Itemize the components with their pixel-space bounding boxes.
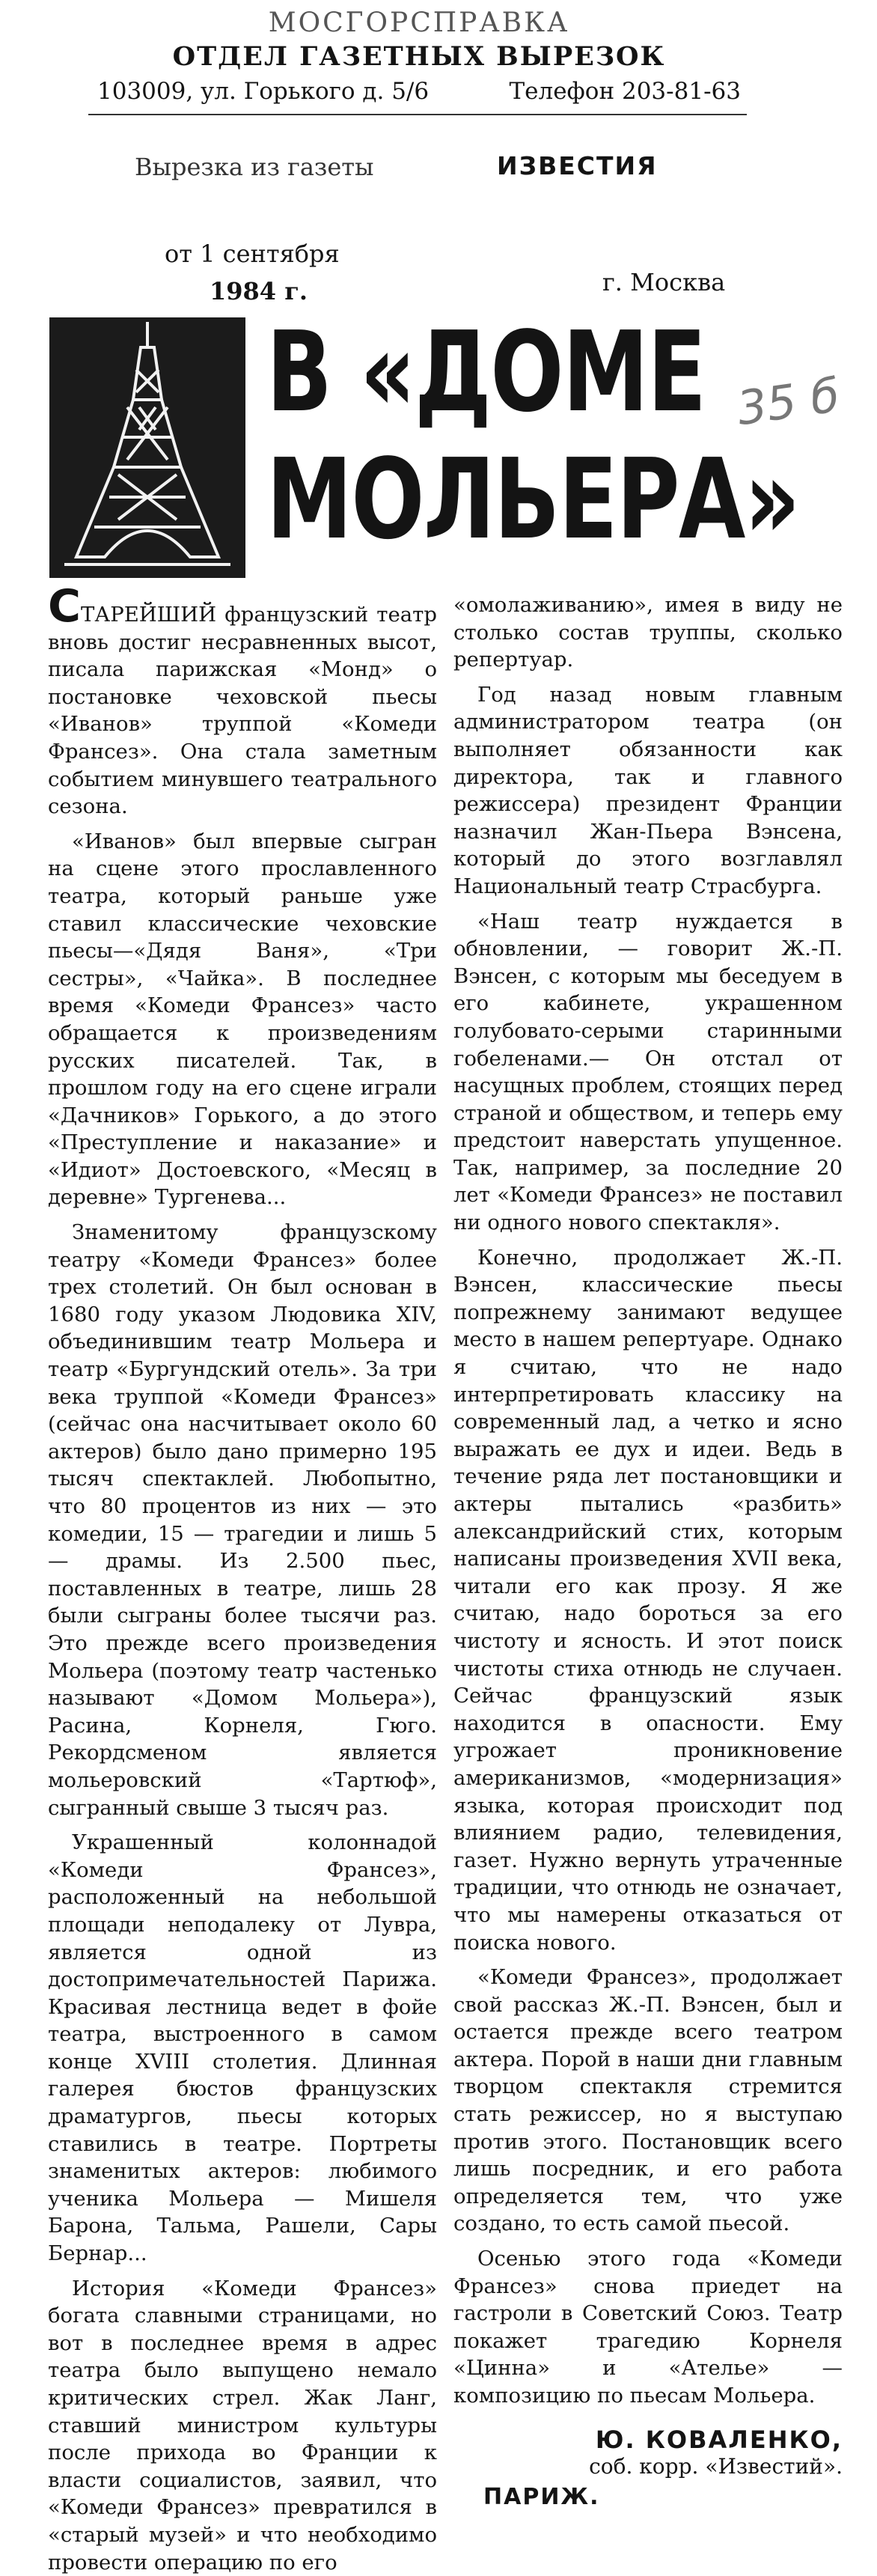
stamp-divider bbox=[88, 114, 747, 115]
drop-cap: С bbox=[48, 580, 82, 633]
paragraph: Год назад новым главным администратором театра (он выполняет обязанности как директора, так и главного режиссера) президент Франции назначил Жан-Пьера Вэнсена, который до этого возглавлял Национальный театр Страсбурга. bbox=[453, 682, 843, 898]
agency-name: МОСГОРСПРАВКА bbox=[268, 7, 570, 38]
paragraph: «омолаживанию», имея в виду не столько состав труппы, сколько репертуар. bbox=[453, 593, 843, 672]
author-role: соб. корр. «Известий». bbox=[589, 2454, 843, 2479]
agency-contacts bbox=[90, 78, 748, 105]
headline-line-1: В «ДОМЕ bbox=[266, 308, 706, 436]
clipping-date bbox=[165, 235, 340, 310]
clipping-label: Вырезка из газеты bbox=[135, 153, 374, 181]
headline-line-2: МОЛЬЕРА» bbox=[266, 435, 799, 564]
agency-address: 103009, ул. Горького д. 5/6 bbox=[97, 78, 430, 105]
agency-department: ОТДЕЛ ГАЗЕТНЫХ ВЫРЕЗОК bbox=[172, 41, 666, 72]
paragraph: «Комеди Франсез», продолжает свой рассказ Ж.-П. Вэнсен, был и остается прежде всего театром актера. Порой в наши дни главным творцом спектакля стремится стать режиссер, но я выступаю против этого. Постановщик всего лишь посредник, и его работа определяется тем, что уже создано, то есть самой пьесой. bbox=[453, 1965, 843, 2236]
agency-phone: Телефон 203-81-63 bbox=[509, 78, 741, 105]
paragraph: Украшенный колоннадой «Комеди Франсез», расположенный на небольшой площади неподалеку от Лувра, является одной из достопримечательностей Парижа. Красивая лестница ведет в фойе театра, выстроенного в самом конце XVIII столетия. Длинная галерея бюстов французских драматургов, пьесы которых ставились в театре. Портреты знаменитых актеров: любимого ученика Мольера — Мишеля Барона, Тальма, Рашели, Сары Бернар... bbox=[48, 1830, 437, 2266]
eiffel-tower-icon bbox=[49, 317, 245, 578]
paragraph-text: ТАРЕЙШИЙ французский театр вновь достиг несравненных высот, писала парижская «Монд» о постановке чеховской пьесы «Иванов» труппой «Комеди Франсез». Она стала заметным событием минувшего театрального сезона. bbox=[48, 603, 437, 819]
paragraph: Знаменитому французскому театру «Комеди Франсез» более трех столетий. Он был основан в 1680 году указом Людовика XIV, объединившим театр Мольера и театр «Бургундский отель». За три века труппой «Комеди Франсез» (сейчас она насчитывает около 60 актеров) было дано примерно 195 тысяч спектаклей. Любопытно, что 80 процентов из них — это комедии, 15 — трагедии и лишь 5 — драмы. Из 2.500 пьес, поставленных в театре, лишь 28 были сыграны более тысячи раз. Это прежде всего произведения Мольера (поэтому театр частенько называют «Домом Мольера»), Расина, Корнеля, Гюго. Рекордсменом является мольеровский «Тартюф», сыгранный свыше 3 тысяч раз. bbox=[48, 1220, 437, 1820]
paragraph: «Наш театр нуждается в обновлении, — говорит Ж.-П. Вэнсен, с которым мы беседуем в его кабинете, украшенном голубовато-серыми старинными гобеленами.— Он отстал от насущных проблем, стоящих перед страной и обществом, и теперь ему предстоит наверстать упущенное. Так, например, за последние 20 лет «Комеди Франсез» не поставил ни одного нового спектакля». bbox=[453, 909, 843, 1235]
paragraph: Конечно, продолжает Ж.-П. Вэнсен, классические пьесы попрежнему занимают ведущее место в нашем репертуаре. Однако я считаю, что не надо интерпретировать классику на современный лад, а четко и ясно выражать ее дух и идеи. Ведь в течение ряда лет постановщики и актеры пытались «разбить» александрийский стих, которым написаны произведения XVII века, читали его как прозу. Я же считаю, надо бороться за его чистоту и ясность. И этот поиск чистоты стиха отнюдь не случаен. Сейчас французский язык находится в опасности. Ему угрожает проникновение американизмов, «модернизация» языка, которая происходит под влиянием радио, телевидения, газет. Нужно вернуть утраченные традиции, что отнюдь не означает, что мы намерены отказаться от поиска нового. bbox=[453, 1245, 843, 1955]
paragraph: История «Комеди Франсез» богата славными страницами, но вот в последнее время в адрес театра было выпущено немало критических стрел. Жак Ланг, ставший министром культуры после прихода во Франции к власти социалистов, заявил, что «Комеди Франсез» превратился в «старый музей» и что необходимо провести операцию по его bbox=[48, 2276, 437, 2575]
paragraph bbox=[48, 580, 437, 820]
clipping-day: от 1 сентября bbox=[165, 240, 340, 268]
article-column-right bbox=[453, 591, 843, 2511]
dateline-place: ПАРИЖ. bbox=[483, 2483, 600, 2510]
article-column-left bbox=[48, 580, 437, 2576]
paragraph: «Иванов» был впервые сыгран на сцене этого прославленного театра, который раньше уже ставил классические чеховские пьесы—«Дядя Ваня», «Три сестры», «Чайка». В последнее время «Комеди Франсез» часто обращается к произведениям русских писателей. Так, в прошлом году на его сцене играли «Дачников» Горького, а до этого «Преступление и наказание» и «Идиот» Достоевского, «Месяц в деревне» Тургенева... bbox=[48, 829, 437, 1210]
paragraph: Осенью этого года «Комеди Франсез» снова приедет на гастроли в Советский Союз. Театр покажет трагедию Корнеля «Цинна» и «Ателье» — композицию по пьесам Мольера. bbox=[453, 2247, 843, 2408]
article-signature bbox=[453, 2426, 843, 2512]
clipping-year: 1984 г. bbox=[210, 277, 308, 305]
eiffel-tower-graphic bbox=[49, 317, 245, 578]
handwritten-note: 35 б bbox=[733, 367, 843, 436]
author-name: Ю. КОВАЛЕНКО, bbox=[595, 2425, 843, 2454]
clipping-city: г. Москва bbox=[602, 268, 726, 296]
agency-stamp bbox=[90, 7, 748, 105]
newspaper-name: ИЗВЕСТИЯ bbox=[497, 151, 658, 180]
